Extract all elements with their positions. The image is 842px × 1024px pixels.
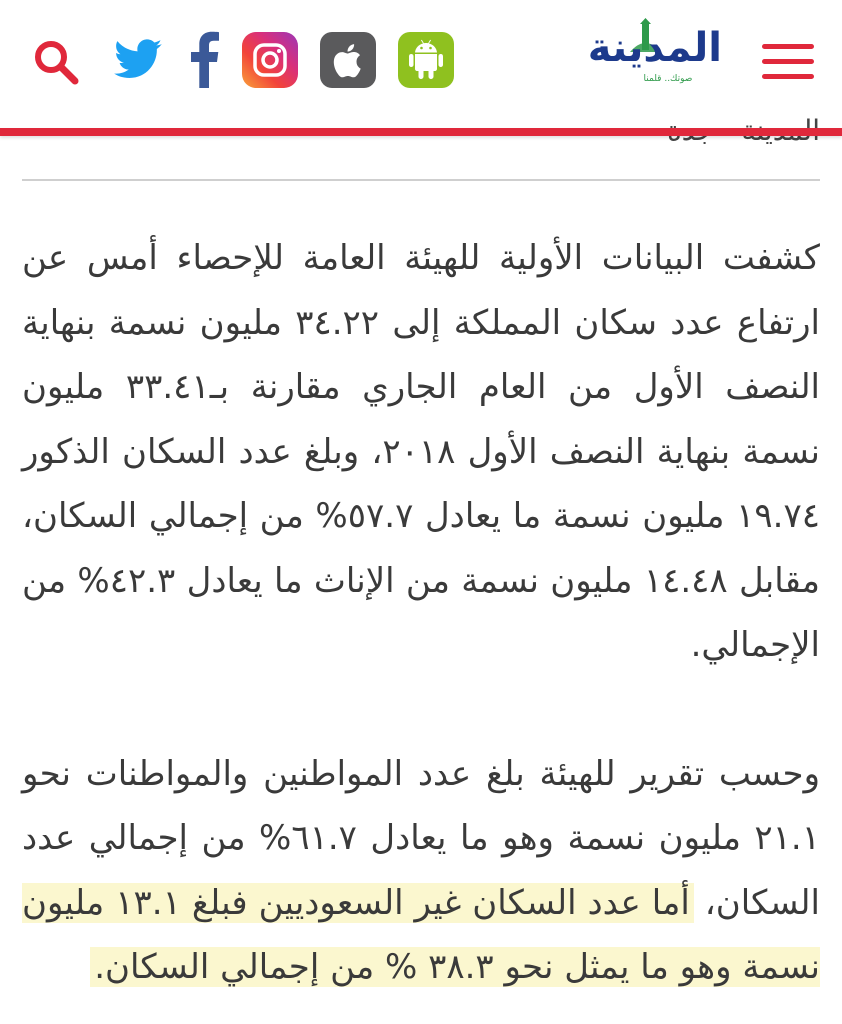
article-paragraph-2 xyxy=(22,742,820,1000)
paragraph-2-text: وحسب تقرير للهيئة بلغ عدد المواطنين والمواطنات نحو ٢١.١ مليون نسمة وهو ما يعادل ٦١.٧% من إجمالي عدد السكان، xyxy=(22,753,820,923)
hamburger-menu-icon xyxy=(762,42,814,82)
facebook-button[interactable] xyxy=(186,30,222,88)
search-button[interactable] xyxy=(32,38,80,86)
twitter-button[interactable] xyxy=(112,34,164,86)
instagram-button[interactable] xyxy=(242,32,298,88)
menu-button[interactable] xyxy=(762,42,814,82)
android-icon xyxy=(398,32,454,88)
article-body xyxy=(22,226,820,1000)
instagram-icon xyxy=(242,32,298,88)
google-play-button[interactable] xyxy=(398,32,454,88)
apple-icon xyxy=(320,32,376,88)
article-paragraph-1: كشفت البيانات الأولية للهيئة العامة للإحصاء أمس عن ارتفاع عدد سكان المملكة إلى ٣٤.٢٢ مليون نسمة بنهاية النصف الأول من العام الجاري مقارنة بـ٣٣.٤١ مليون نسمة بنهاية النصف الأول ٢٠١٨، وبلغ عدد السكان الذكور ١٩.٧٤ مليون نسمة ما يعادل ٥٧.٧% من إجمالي السكان، مقابل ١٤.٤٨ مليون نسمة من الإناث ما يعادل ٤٢.٣% من الإجمالي. xyxy=(22,238,821,665)
header-accent-bar xyxy=(0,128,842,136)
search-icon xyxy=(32,38,80,86)
site-header xyxy=(0,0,842,130)
byline-divider xyxy=(22,179,820,181)
highlighted-text: أما عدد السكان غير السعوديين فبلغ ١٣.١ مليون نسمة وهو ما يمثل نحو ٣٨.٣ % من إجمالي السكان. xyxy=(22,882,820,987)
facebook-icon xyxy=(186,30,222,88)
logo-text[interactable]: المدينة xyxy=(587,25,722,71)
twitter-icon xyxy=(112,34,164,86)
logo-tagline: صوتك.. قلمنا xyxy=(643,74,693,84)
app-store-button[interactable] xyxy=(320,32,376,88)
